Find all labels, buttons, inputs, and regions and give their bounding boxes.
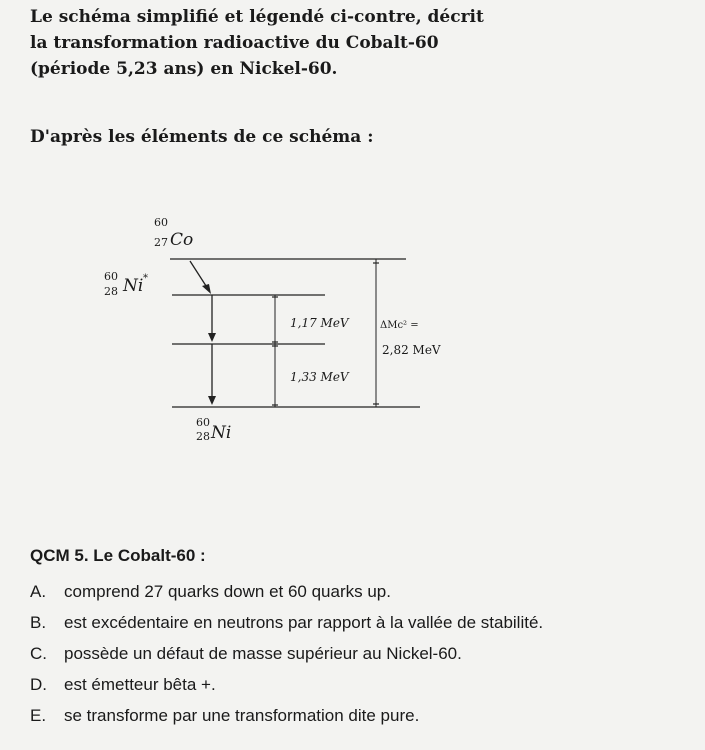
option-b[interactable] — [30, 611, 690, 642]
qcm-options — [30, 580, 690, 735]
option-d-text: est émetteur bêta +. — [64, 675, 216, 694]
cobalt-atomic-number: 27 — [154, 236, 168, 249]
nickel-excited-atomic-number: 28 — [104, 285, 118, 298]
total-energy-label: 2,82 MeV — [382, 343, 441, 357]
nickel-60-excited-label — [104, 270, 148, 298]
gap-1-energy-label: 1,17 MeV — [290, 316, 349, 330]
cobalt-symbol: Co — [170, 230, 194, 250]
option-e-letter: E. — [30, 706, 47, 725]
option-c-text: possède un défaut de masse supérieur au Nickel-60. — [64, 644, 462, 663]
decay-diagram — [90, 215, 460, 455]
nickel-excited-mass-number: 60 — [104, 270, 118, 283]
option-d[interactable] — [30, 673, 690, 704]
option-a-text: comprend 27 quarks down et 60 quarks up. — [64, 582, 391, 601]
intro-line-1: Le schéma simplifié et légendé ci-contre, décrit — [30, 7, 484, 27]
gamma-arrowhead-1 — [208, 333, 216, 342]
option-b-letter: B. — [30, 613, 47, 632]
nickel-excited-symbol: Ni — [123, 276, 144, 296]
gamma-arrowhead-2 — [208, 396, 216, 405]
total-mass-defect-label: ΔMc² = — [380, 320, 419, 331]
intro-line-3: (période 5,23 ans) en Nickel-60. — [30, 59, 338, 79]
option-e[interactable] — [30, 704, 690, 735]
option-c[interactable] — [30, 642, 690, 673]
excited-star: * — [143, 273, 148, 284]
instruction-text: D'après les éléments de ce schéma : — [30, 127, 374, 147]
option-e-text: se transforme par une transformation dite pure. — [64, 706, 420, 725]
intro-paragraph — [30, 4, 500, 82]
intro-line-2: la transformation radioactive du Cobalt-60 — [30, 33, 439, 53]
nickel-ground-symbol: Ni — [211, 423, 232, 443]
option-c-letter: C. — [30, 644, 47, 663]
nickel-60-ground-label — [196, 416, 231, 443]
qcm-title: QCM 5. Le Cobalt-60 : — [30, 546, 206, 565]
option-b-text: est excédentaire en neutrons par rapport à la vallée de stabilité. — [64, 613, 544, 632]
beta-decay-arrow — [190, 261, 208, 289]
option-a-letter: A. — [30, 582, 47, 601]
cobalt-mass-number: 60 — [154, 216, 168, 229]
option-d-letter: D. — [30, 675, 47, 694]
cobalt-60-label — [154, 216, 193, 250]
nickel-ground-mass-number: 60 — [196, 416, 210, 429]
nickel-ground-atomic-number: 28 — [196, 430, 210, 443]
beta-decay-arrowhead — [202, 284, 211, 294]
gap-2-energy-label: 1,33 MeV — [290, 370, 349, 384]
option-a[interactable] — [30, 580, 690, 611]
